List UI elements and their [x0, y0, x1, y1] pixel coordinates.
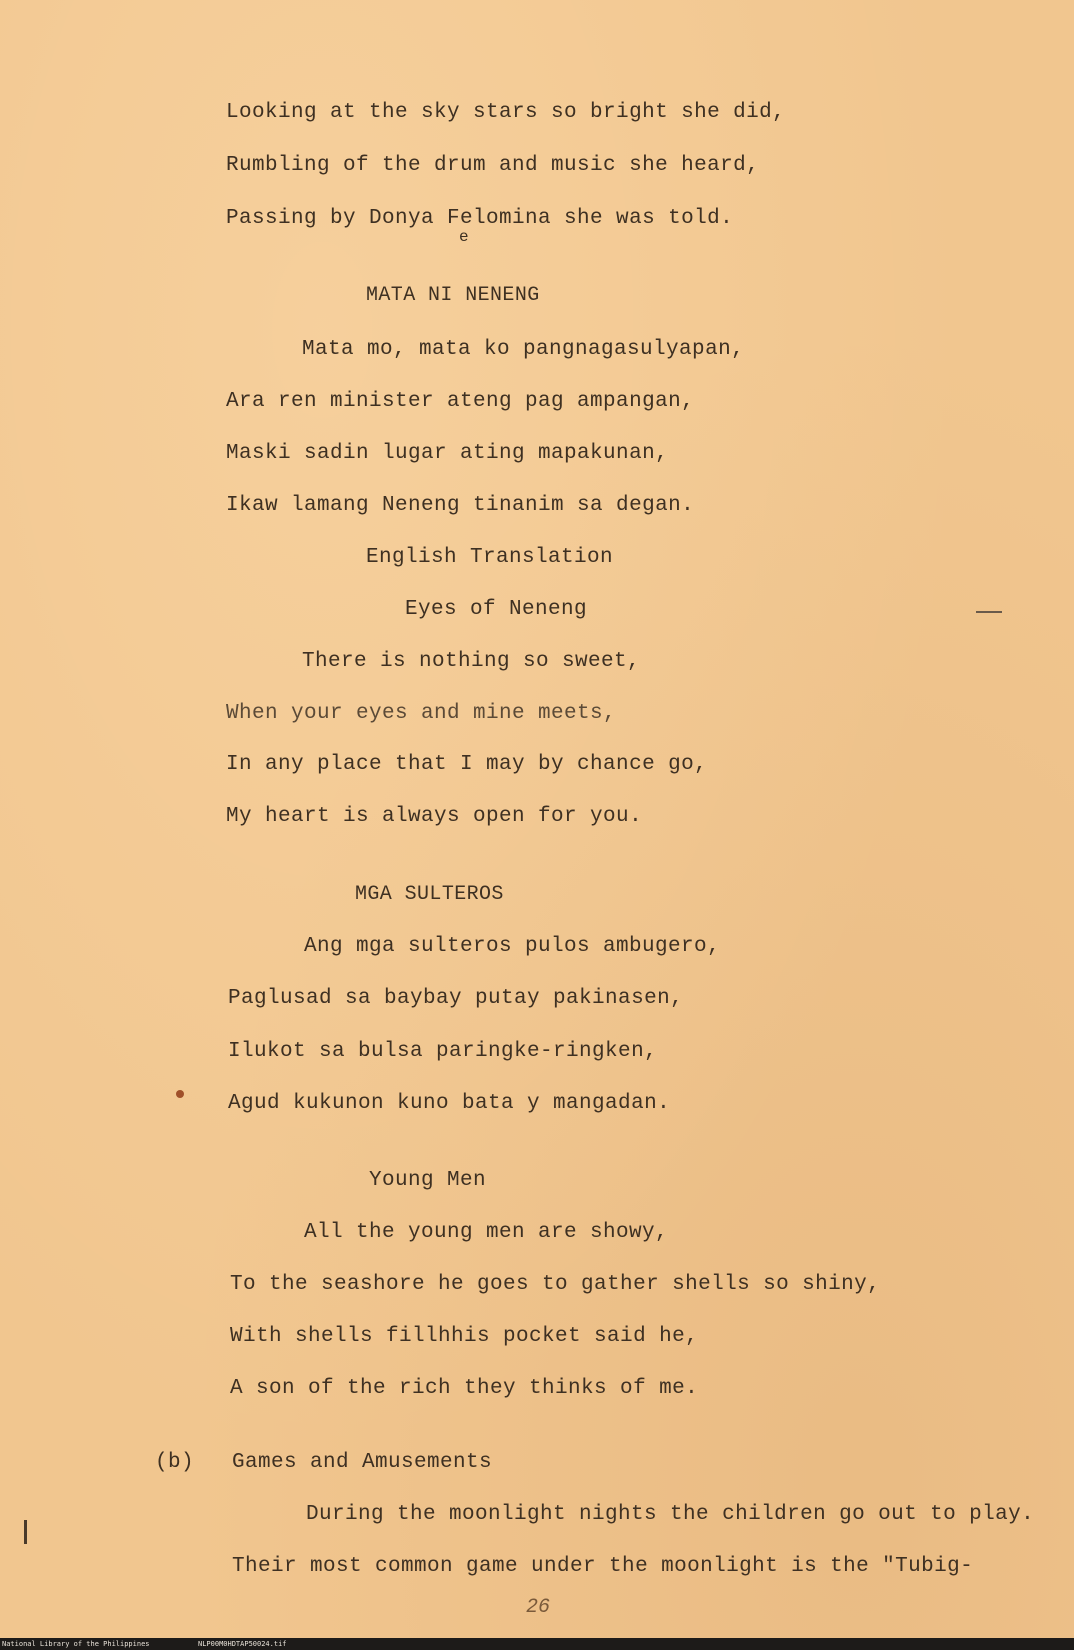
section-label: (b)	[155, 1451, 195, 1474]
pencil-mark	[24, 1520, 27, 1544]
poem-line: Mata mo, mata ko pangnagasulyapan,	[302, 338, 745, 361]
poem-line: Rumbling of the drum and music she heard,	[226, 154, 760, 177]
section-title: Eyes of Neneng	[405, 598, 588, 621]
scan-footer	[0, 1638, 1074, 1650]
section-title: MGA SULTEROS	[355, 883, 504, 906]
poem-line: In any place that I may by chance go,	[226, 753, 708, 776]
poem-line: Ang mga sulteros pulos ambugero,	[304, 935, 721, 958]
poem-line: My heart is always open for you.	[226, 805, 643, 828]
poem-line: When your eyes and mine meets,	[226, 702, 617, 725]
footer-library: National Library of the Philippines	[2, 1640, 150, 1648]
poem-line: Ilukot sa bulsa paringke-ringken,	[228, 1040, 658, 1063]
poem-line: Ara ren minister ateng pag ampangan,	[226, 390, 695, 413]
poem-line: Paglusad sa baybay putay pakinasen,	[228, 987, 684, 1010]
pencil-mark	[976, 611, 1002, 613]
poem-line: Agud kukunon kuno bata y mangadan.	[228, 1092, 671, 1115]
section-title: MATA NI NENENG	[366, 284, 540, 307]
poem-line: Passing by Donya Felomina she was told.	[226, 207, 734, 230]
section-title: Young Men	[369, 1169, 487, 1192]
poem-line: Maski sadin lugar ating mapakunan,	[226, 442, 669, 465]
paragraph-line: Their most common game under the moonlight is the "Tubig-	[232, 1555, 974, 1578]
page-number: 26	[526, 1596, 551, 1619]
poem-line: To the seashore he goes to gather shells so shiny,	[230, 1273, 881, 1296]
ink-spot	[176, 1090, 184, 1098]
poem-line: A son of the rich they thinks of me.	[230, 1377, 699, 1400]
handwritten-correction: e	[459, 228, 470, 246]
poem-line: With shells fillhhis pocket said he,	[230, 1325, 699, 1348]
footer-file: NLP00M0HDTAP50024.tif	[198, 1640, 287, 1648]
section-title: Games and Amusements	[232, 1451, 493, 1474]
poem-line: There is nothing so sweet,	[302, 650, 641, 673]
paragraph-line: During the moonlight nights the children go out to play.	[306, 1503, 1035, 1526]
poem-line: All the young men are showy,	[304, 1221, 669, 1244]
poem-line: Ikaw lamang Neneng tinanim sa degan.	[226, 494, 695, 517]
translation-heading: English Translation	[366, 546, 614, 569]
poem-line: Looking at the sky stars so bright she did,	[226, 101, 786, 124]
